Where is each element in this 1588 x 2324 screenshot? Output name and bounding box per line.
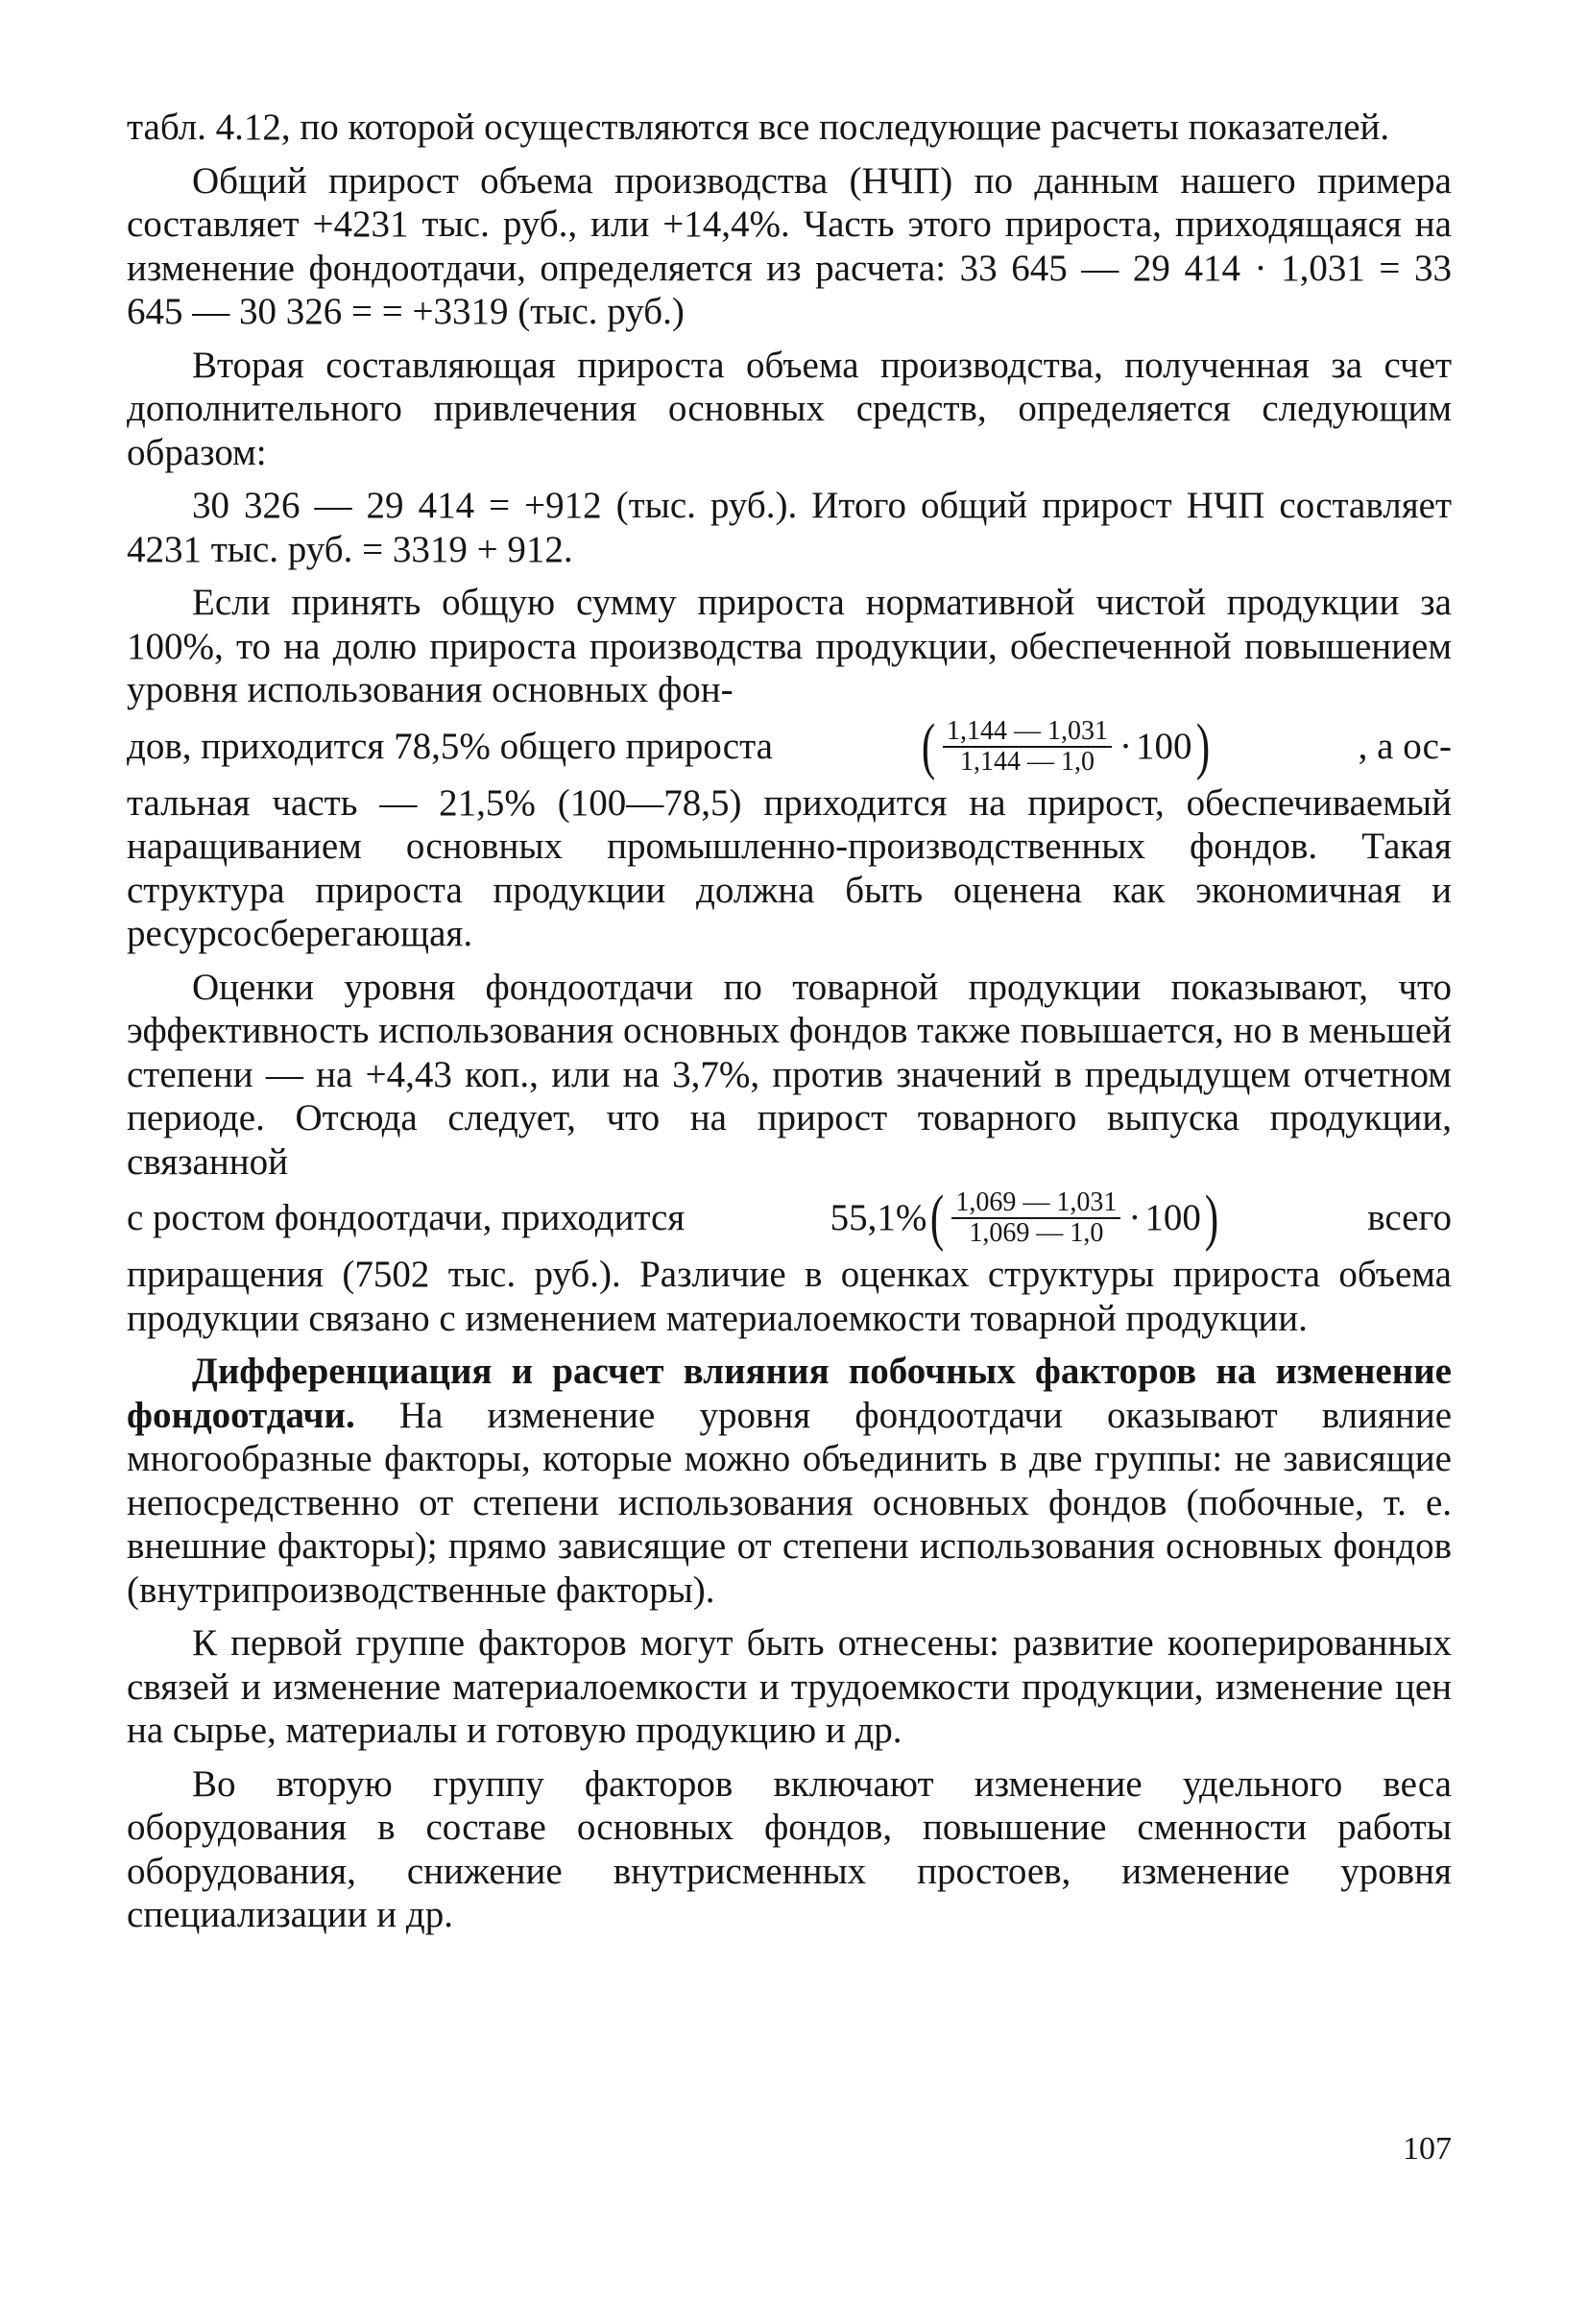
page-content — [127, 106, 1452, 1947]
paragraph-8: К первой группе факторов могут быть отнесены: развитие кооперированных связей и изменение материалоемкости и трудоемкости продукции, изменение цен на сырье, материалы и готовую продукцию и др. — [127, 1622, 1452, 1751]
formula-1-multiplier: 100 — [1136, 725, 1192, 767]
paragraph-3: Вторая составляющая прироста объема производства, полученная за счет дополнительного привлечения основных средств, определяется следующим образом: — [127, 344, 1452, 473]
paragraph-5-start: Если принять общую сумму прироста нормативной чистой продукции за 100%, то на долю прироста производства продукции, обеспеченной повышением уровня использования основных фон- — [127, 582, 1452, 710]
formula-2-fraction — [951, 1189, 1120, 1247]
formula-1 — [918, 710, 1213, 781]
formula-2-denominator: 1,069 — 1,0 — [969, 1218, 1104, 1248]
formula-line-1 — [127, 710, 1452, 781]
paragraph-6 — [127, 966, 1452, 1341]
left-paren: ( — [930, 1183, 945, 1253]
formula-2-multiplier: 100 — [1144, 1197, 1201, 1239]
right-paren: ) — [1204, 1183, 1218, 1253]
left-paren: ( — [921, 710, 936, 781]
formula-1-numerator: 1,144 — 1,031 — [943, 718, 1112, 748]
paragraph-1: табл. 4.12, по которой осуществляются все последующие расчеты показателей. — [127, 107, 1390, 148]
formula-line-2 — [127, 1183, 1452, 1253]
paragraph-4: 30 326 — 29 414 = +912 (тыс. руб.). Итого общий прирост НЧП составляет 4231 тыс. руб. = 3319 + 912. — [127, 485, 1452, 570]
formula-2-numerator: 1,069 — 1,031 — [951, 1189, 1120, 1219]
section-heading: Дифференциация и расчет влияния побочных факторов на изменение фондоотдачи. — [127, 1351, 1452, 1436]
paragraph-2: Общий прирост объема производства (НЧП) по данным нашего примера составляет +4231 тыс. руб., или +14,4%. Часть этого прироста, приходящаяся на изменение фондоотдачи, определяется из расчета: 33 645 — 29 414 · 1,031 = 33 645 — 30 326 = = +3319 (тыс. руб.) — [127, 159, 1452, 332]
paragraph-5-end: тальная часть — 21,5% (100—78,5) приходится на прирост, обеспечиваемый наращиванием основных промышленно-производственных фондов. Такая структура прироста продукции должна быть оценена как экономичная и ресурсосберегающая. — [127, 781, 1452, 954]
formula-2-percent: 55,1% — [830, 1197, 927, 1239]
multiply-dot: · — [1119, 725, 1133, 767]
paragraph-7-text: На изменение уровня фондоотдачи оказывают влияние многообразные факторы, которые можно объединить в две группы: не зависящие непосредственно от степени использования основных фондов (побочные, т. е. внешние факторы); прямо зависящие от степени использования основных фондов (внутрипроизводственные факторы). — [127, 1394, 1452, 1611]
paragraph-5 — [127, 581, 1452, 956]
formula-2-trail-text: всего — [1367, 1197, 1452, 1239]
formula-1-lead-text: дов, приходится 78,5% общего прироста — [127, 725, 773, 767]
paragraph-6-start: Оценки уровня фондоотдачи по товарной продукции показывают, что эффективность использования основных фондов также повышается, но в меньшей степени — на +4,43 коп., или на 3,7%, против значений в предыдущем отчетном периоде. Отсюда следует, что на прирост товарного выпуска продукции, связанной — [127, 966, 1452, 1183]
formula-2 — [830, 1183, 1222, 1253]
paragraph-6-end: приращения (7502 тыс. руб.). Различие в оценках структуры прироста объема продукции связано с изменением материалоемкости товарной продукции. — [127, 1254, 1452, 1339]
right-paren: ) — [1195, 710, 1210, 781]
formula-1-denominator: 1,144 — 1,0 — [960, 746, 1095, 777]
paragraph-7 — [127, 1350, 1452, 1612]
formula-1-trail-text: , а ос- — [1358, 725, 1452, 767]
multiply-dot: · — [1128, 1197, 1142, 1239]
page-number: 107 — [1403, 2131, 1452, 2167]
paragraph-9: Во вторую группу факторов включают изменение удельного веса оборудования в составе основных фондов, повышение сменности работы оборудования, снижение внутрисменных простоев, изменение уровня специализации и др. — [127, 1762, 1452, 1935]
formula-2-lead-text: с ростом фондоотдачи, приходится — [127, 1197, 686, 1239]
formula-1-fraction — [943, 715, 1112, 777]
